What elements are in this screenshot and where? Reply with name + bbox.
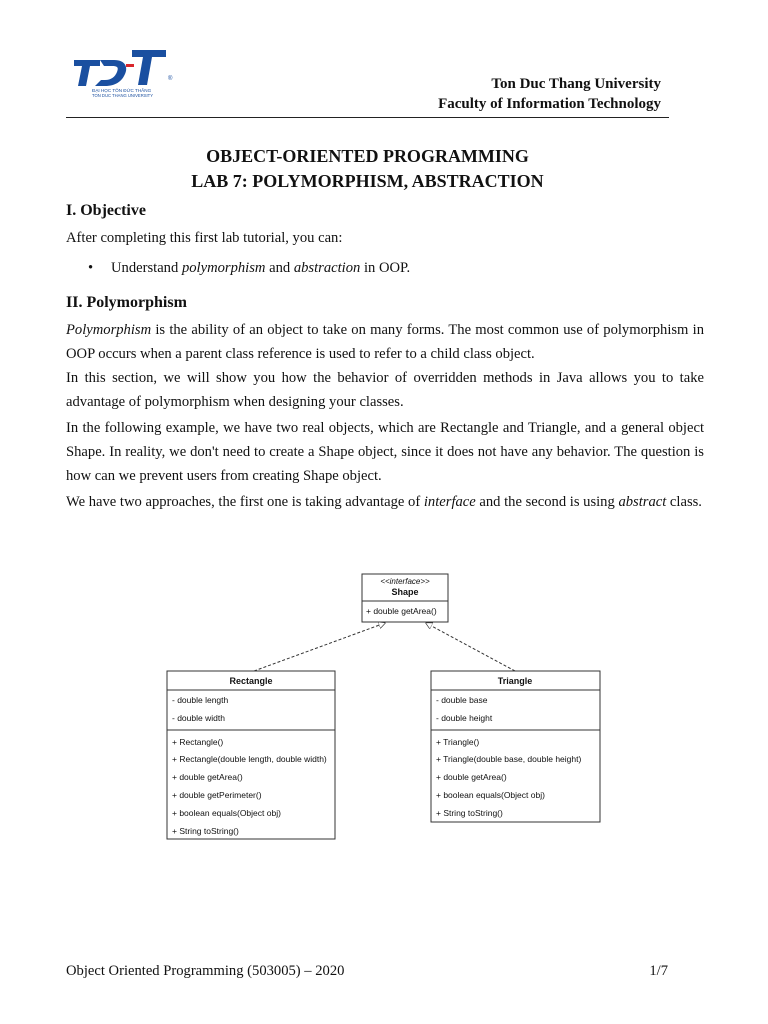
polymorphism-heading: II. Polymorphism (66, 294, 187, 311)
registered-icon: ® (168, 76, 173, 82)
triangle-method: + Triangle() (436, 737, 480, 747)
triangle-method: + Triangle(double base, double height) (436, 754, 582, 764)
title-line-1: OBJECT-ORIENTED PROGRAMMING (206, 146, 529, 166)
approaches-em-abstract: abstract (618, 494, 667, 510)
shape-class-name: Shape (391, 587, 419, 597)
faculty-name: Faculty of Information Technology (438, 96, 661, 112)
rectangle-method: + boolean equals(Object obj) (172, 808, 281, 818)
bullet-em-polymorphism: polymorphism (181, 260, 266, 276)
objective-heading: I. Objective (66, 202, 146, 219)
triangle-method: + boolean equals(Object obj) (436, 790, 545, 800)
definition-term: Polymorphism (66, 322, 152, 338)
definition-text: is the ability of an object to take on many forms. The most common use of polymorphism in OOP occurs when a parent class reference is used to refer to a child class object. (66, 322, 704, 362)
rectangle-field: - double width (172, 713, 225, 723)
triangle-class-box (431, 671, 600, 822)
university-name: Ton Duc Thang University (491, 76, 661, 92)
rectangle-class-box (167, 671, 335, 839)
rectangle-method: + Rectangle(double length, double width) (172, 754, 327, 764)
approaches-em-interface: interface (423, 494, 476, 510)
rectangle-method: + double getArea() (172, 772, 243, 782)
rectangle-method: + double getPerimeter() (172, 790, 262, 800)
rectangle-field: - double length (172, 695, 229, 705)
shape-method: + double getArea() (366, 606, 437, 616)
approaches-text-3: class. (666, 494, 702, 510)
triangle-field: - double height (436, 713, 493, 723)
shape-stereotype: <<interface>> (380, 577, 430, 586)
logo-line-2: TON DUC THANG UNIVERSITY (92, 93, 154, 98)
triangle-field: - double base (436, 695, 488, 705)
triangle-realization-line (426, 623, 515, 671)
triangle-method: + double getArea() (436, 772, 507, 782)
bullet-text-3: in OOP. (360, 260, 411, 276)
footer-course: Object Oriented Programming (503005) – 2020 (66, 963, 345, 979)
rectangle-realization-line (254, 623, 385, 671)
paragraph-overriding: In this section, we will show you how the behavior of overridden methods in Java allows you to take advantage of polymorphism when designing your classes. (66, 370, 704, 410)
bullet-text-2: and (265, 260, 294, 276)
triangle-class-name: Triangle (497, 676, 533, 686)
bullet-icon: • (88, 260, 94, 276)
logo-line-1: ĐẠI HỌC TÔN ĐỨC THẮNG (92, 88, 152, 93)
rectangle-class-name: Rectangle (229, 676, 273, 686)
rectangle-method: + String toString() (172, 826, 239, 836)
shape-interface-box (362, 574, 448, 622)
footer-page-number: 1/7 (649, 963, 668, 979)
approaches-text-1: We have two approaches, the first one is taking advantage of (66, 494, 424, 510)
approaches-text-2: and the second is using (475, 494, 619, 510)
bullet-em-abstraction: abstraction (293, 260, 361, 276)
triangle-method: + String toString() (436, 808, 503, 818)
rectangle-method: + Rectangle() (172, 737, 224, 747)
paragraph-example: In the following example, we have two real objects, which are Rectangle and Triangle, and a general object Shape. In reality, we don't need to create a Shape object, since it does not have any behavior. The question is how can we prevent users from creating Shape object. (66, 420, 704, 484)
objective-intro: After completing this first lab tutorial, you can: (66, 230, 343, 246)
bullet-text-1: Understand (111, 260, 182, 276)
title-line-2: LAB 7: POLYMORPHISM, ABSTRACTION (191, 171, 544, 191)
